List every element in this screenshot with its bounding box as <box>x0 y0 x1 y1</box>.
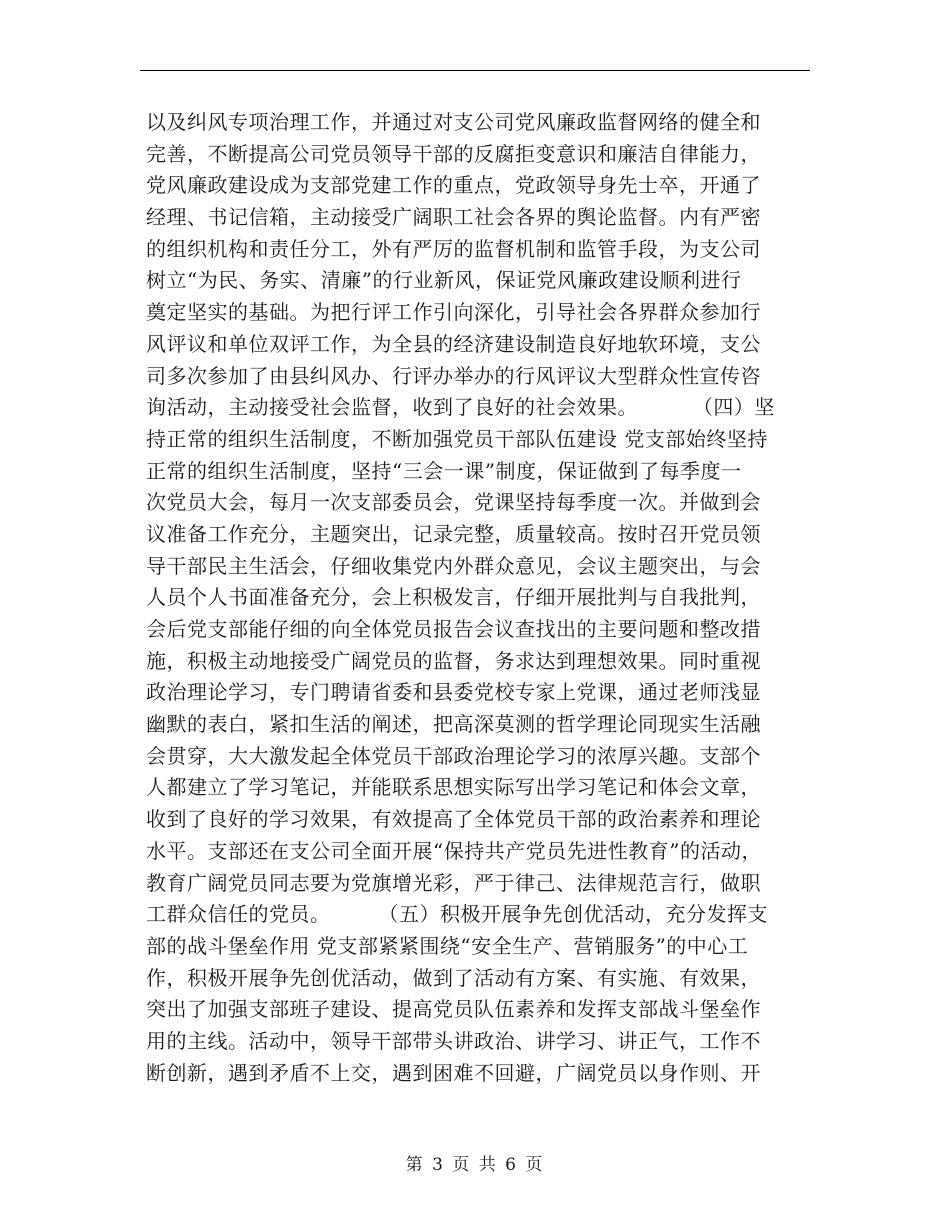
text-line: 用的主线。活动中，领导干部带头讲政治、讲学习、讲正气，工作不 <box>146 1028 761 1053</box>
text-line: 持正常的组织生活制度，不断加强党员干部队伍建设 党支部始终坚持 <box>146 426 768 451</box>
text-line: 党风廉政建设成为支部党建工作的重点，党政领导身先士卒，开通了 <box>146 173 761 198</box>
text-line: 人员个人书面准备充分，会上积极发言，仔细开展批判与自我批判， <box>146 585 761 610</box>
text-line: 会后党支部能仔细的向全体党员报告会议查找出的主要问题和整改措 <box>146 617 761 641</box>
text-line: 以及纠风专项治理工作，并通过对支公司党风廉政监督网络的健全和 <box>146 110 761 134</box>
page-number-footer: 第 3 页 共 6 页 <box>405 1155 545 1175</box>
text-line: 突出了加强支部班子建设、提高党员队伍素养和发挥支部战斗堡垒作 <box>146 997 761 1022</box>
text-line: 经理、书记信箱，主动接受广阔职工社会各界的舆论监督。内有严密 <box>146 205 761 230</box>
text-line: 次党员大会，每月一次支部委员会，党课坚持每季度一次。并做到会 <box>146 490 761 515</box>
text-line: 导干部民主生活会，仔细收集党内外群众意见，会议主题突出，与会 <box>146 553 761 578</box>
text-line: 收到了良好的学习效果，有效提高了全体党员干部的政治素养和理论 <box>146 807 761 832</box>
text-line: 奠定坚实的基础。为把行评工作引向深化，引导社会各界群众参加行 <box>146 300 761 325</box>
text-line: 作，积极开展争先创优活动，做到了活动有方案、有实施、有效果， <box>146 965 761 990</box>
text-line: 议准备工作充分，主题突出，记录完整，质量较高。按时召开党员领 <box>146 521 761 546</box>
text-line: 人都建立了学习笔记，并能联系思想实际写出学习笔记和体会文章， <box>146 775 761 800</box>
text-line: 施，积极主动地接受广阔党员的监督，务求达到理想效果。同时重视 <box>146 648 761 673</box>
text-line: 树立“为民、务实、清廉”的行业新风，保证党风廉政建设顺利进行 <box>146 268 742 293</box>
text-line: 会贯穿，大大激发起全体党员干部政治理论学习的浓厚兴趣。支部个 <box>146 743 761 768</box>
text-line: 的组织机构和责任分工，外有严厉的监督机制和监管手段，为支公司 <box>146 236 761 261</box>
text-line: 风评议和单位双评工作，为全县的经济建设制造良好地软环境，支公 <box>146 331 761 356</box>
text-line: 正常的组织生活制度，坚持“三会一课”制度，保证做到了每季度一 <box>146 458 742 483</box>
text-line: 教育广阔党员同志要为党旗增光彩，严于律己、法律规范言行，做职 <box>146 870 761 895</box>
text-line: 水平。支部还在支公司全面开展“保持共产党员先进性教育”的活动， <box>146 838 762 863</box>
text-line: 断创新，遇到矛盾不上交，遇到困难不回避，广阔党员以身作则、开 <box>146 1060 761 1085</box>
header-rule <box>140 70 810 71</box>
text-line: 询活动，主动接受社会监督，收到了良好的社会效果。 （四）坚 <box>146 395 775 420</box>
text-line: 幽默的表白，紧扣生活的阐述，把高深莫测的哲学理论同现实生活融 <box>146 712 761 737</box>
text-line: 政治理论学习，专门聘请省委和县委党校专家上党课，通过老师浅显 <box>146 680 761 705</box>
text-line: 司多次参加了由县纠风办、行评办举办的行风评议大型群众性宣传咨 <box>146 363 761 388</box>
text-line: 部的战斗堡垒作用 党支部紧紧围绕“安全生产、营销服务”的中心工 <box>146 933 749 958</box>
document-body <box>146 107 816 1089</box>
text-line: 完善，不断提高公司党员领导干部的反腐拒变意识和廉洁自律能力， <box>146 141 761 166</box>
text-line: 工群众信任的党员。 （五）积极开展争先创优活动，充分发挥支 <box>146 902 769 927</box>
